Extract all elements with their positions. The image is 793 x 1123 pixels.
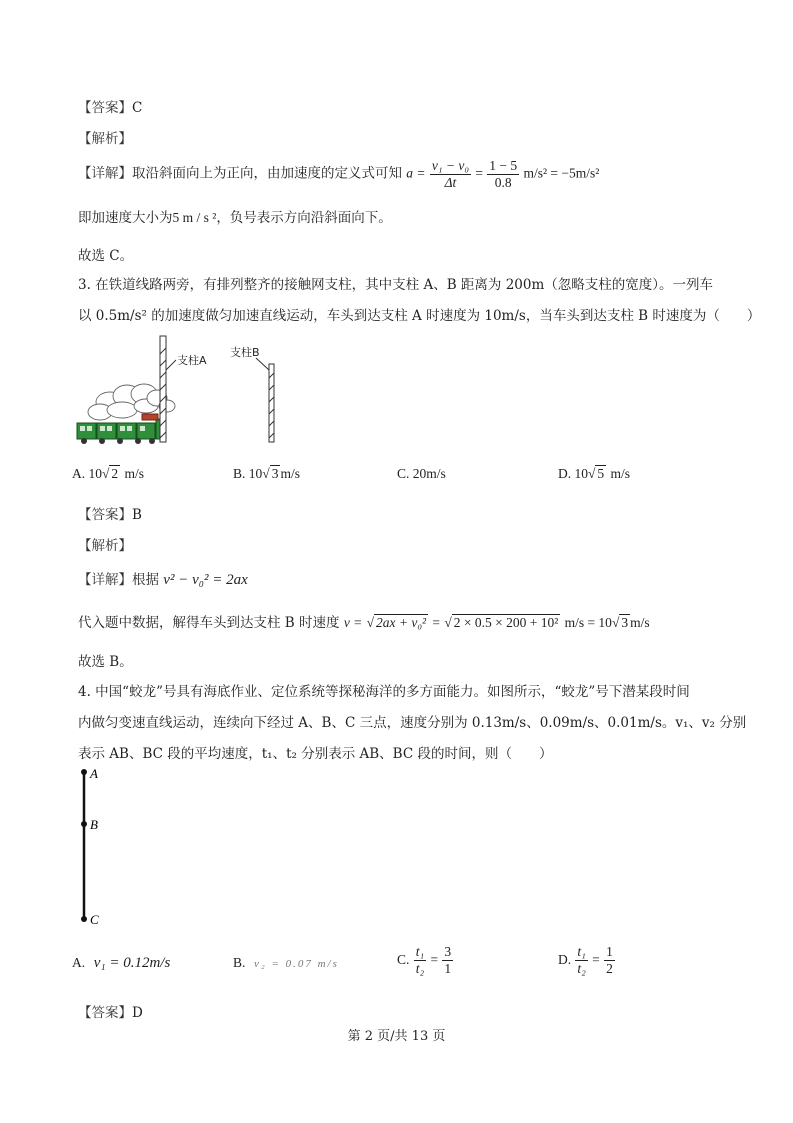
detail-line-q2 — [78, 158, 599, 190]
option-d-label: D. 10 — [558, 466, 588, 481]
q4-stem-line1: 4. 中国“蛟龙”号具有海底作业、定位系统等探秘海洋的多方面能力。如图所示，“蛟龙”号下潜某段时间 — [78, 684, 690, 700]
answer-line-q2 — [78, 96, 142, 116]
magnitude-post: ，负号表示方向沿斜面向下。 — [216, 210, 392, 226]
substitution-line: 代入题中数据，解得车头到达支柱 B 时速度 v = √ 2ax + v₀² = √ 2 × 0.5 × 200 + 10² m/s = 10√ 3 m/s — [78, 615, 650, 631]
magnitude-pre: 即加速度大小为 — [78, 210, 173, 226]
sub-unit: m/s = 10 — [564, 615, 612, 630]
pillar-b-icon — [256, 358, 274, 442]
option-d-right-fraction — [604, 944, 615, 976]
detail-line-q3 — [78, 568, 248, 589]
option-d-label: D. — [558, 952, 572, 968]
option-c-right-fraction — [442, 944, 453, 976]
detail-tag: 【详解】 — [78, 572, 132, 588]
option-b-unit: m/s — [280, 466, 300, 481]
magnitude-val: 5 m / s ² — [172, 210, 217, 225]
fraction-den2: 0.8 — [494, 174, 512, 190]
q3-option-a[interactable]: A. 10√ 2 m/s — [72, 466, 144, 481]
fraction-num: v₁ − v₀ — [431, 158, 470, 173]
answer-tag: 【答案】 — [78, 1005, 132, 1021]
fraction-definition — [430, 158, 471, 190]
point-c-label: C — [90, 912, 99, 927]
answer-value: B — [132, 507, 142, 523]
q4-figure — [74, 764, 124, 930]
q3-option-b[interactable]: B. 10√ 3 m/s — [233, 466, 300, 481]
option-d-eq: = — [592, 952, 600, 968]
option-c-num: t₁ — [415, 944, 425, 959]
q4-option-d[interactable] — [558, 944, 615, 976]
option-b-radicand: 3 — [271, 466, 279, 481]
detail-text: 根据 — [132, 572, 159, 588]
q4-option-a[interactable] — [72, 955, 170, 972]
option-a-label: A. 10 — [72, 466, 102, 481]
option-d-num: t₁ — [577, 944, 586, 959]
option-b-formula: v₂ = 0.07 m/s — [253, 958, 339, 970]
q3-stem-line1: 3. 在铁道线路两旁，有排列整齐的接触网支柱，其中支柱 A、B 距离为 200m（忽略支柱的宽度）。一列车 — [78, 277, 714, 293]
point-a-label: A — [90, 766, 98, 781]
conclusion-q2: 故选 C。 — [78, 248, 134, 264]
option-b-label: B. — [233, 955, 246, 970]
q4-stem-line3: 表示 AB、BC 段的平均速度，t₁、t₂ 分别表示 AB、BC 段的时间，则（ ） — [78, 746, 553, 762]
fraction-num2: 1 − 5 — [489, 158, 518, 173]
magnitude-line — [78, 206, 392, 226]
detail-text: 取沿斜面向上为正向，由加速度的定义式可知 — [132, 165, 402, 182]
q3-option-c[interactable]: C. 20m/s — [397, 466, 446, 481]
point-b-dot — [81, 821, 87, 827]
q3-figure — [72, 334, 292, 446]
formula-eq: = — [475, 165, 483, 181]
formula-a: a = — [406, 165, 426, 181]
option-a-radicand: 2 — [111, 466, 119, 481]
option-c-left-fraction — [414, 944, 426, 976]
conclusion-q3: 故选 B。 — [78, 654, 133, 670]
sub-radicand2: 2 × 0.5 × 200 + 10² — [453, 615, 559, 630]
analysis-tag: 【解析】 — [78, 131, 132, 147]
option-a-label: A. — [72, 955, 86, 970]
option-a-unit: m/s — [124, 466, 144, 481]
option-c-num2: 3 — [444, 944, 452, 959]
fraction-den: Δt — [444, 174, 457, 190]
point-a-dot — [81, 769, 87, 775]
train-icon — [77, 414, 162, 444]
fraction-values — [487, 158, 519, 190]
q3-stem-line2: 以 0.5m/s² 的加速度做匀加速直线运动，车头到达支柱 A 时速度为 10m/s，当车头到达支柱 B 时速度为（ ） — [78, 308, 761, 324]
option-c-den: t₂ — [415, 960, 425, 976]
formula-tail: m/s² = −5m/s² — [523, 165, 600, 181]
option-b-label: B. 10 — [233, 466, 263, 481]
sub-radicand1: 2ax + v₀² — [376, 615, 427, 630]
answer-line-q4 — [78, 1001, 143, 1021]
option-c-label: C. — [397, 952, 410, 968]
q4-stem-line2: 内做匀变速直线运动，连续向下经过 A、B、C 三点，速度分别为 0.13m/s、0.09m/s、0.01m/s。v₁、v₂ 分别 — [78, 715, 747, 731]
answer-tag: 【答案】 — [78, 100, 132, 116]
option-c-eq: = — [430, 952, 439, 968]
option-a-formula: v₁ = 0.12m/s — [93, 955, 171, 971]
answer-value: C — [132, 100, 143, 116]
q3-option-d[interactable]: D. 10√ 5 m/s — [558, 466, 630, 481]
q4-option-b[interactable] — [233, 955, 339, 971]
option-c-den2: 1 — [444, 960, 452, 976]
option-d-unit: m/s — [610, 466, 630, 481]
q4-option-c[interactable] — [397, 944, 453, 976]
answer-tag: 【答案】 — [78, 507, 132, 523]
point-c-dot — [81, 916, 87, 922]
answer-line-q3 — [78, 503, 142, 523]
option-d-den2: 2 — [606, 960, 613, 976]
analysis-tag: 【解析】 — [78, 538, 132, 554]
answer-value: D — [132, 1005, 143, 1021]
point-b-label: B — [90, 817, 98, 832]
option-d-num2: 1 — [606, 944, 613, 959]
option-d-left-fraction — [575, 944, 587, 976]
pillar-a-icon — [160, 336, 176, 442]
pillar-b-label: 支柱B — [230, 346, 260, 359]
substitution-pre: 代入题中数据，解得车头到达支柱 B 时速度 — [78, 615, 340, 631]
option-d-den: t₂ — [577, 960, 586, 976]
sub-radicand3: 3 — [621, 615, 629, 630]
sub-v: v = — [343, 615, 363, 630]
kinematic-formula: v² − v₀² = 2ax — [163, 572, 248, 588]
sub-unit2: m/s — [630, 615, 650, 630]
pillar-a-label: 支柱A — [177, 354, 207, 367]
page-number: 第 2 页/共 13 页 — [347, 1029, 446, 1044]
detail-tag: 【详解】 — [78, 165, 132, 182]
option-d-radicand: 5 — [597, 466, 605, 481]
sub-eq: = — [432, 615, 441, 630]
